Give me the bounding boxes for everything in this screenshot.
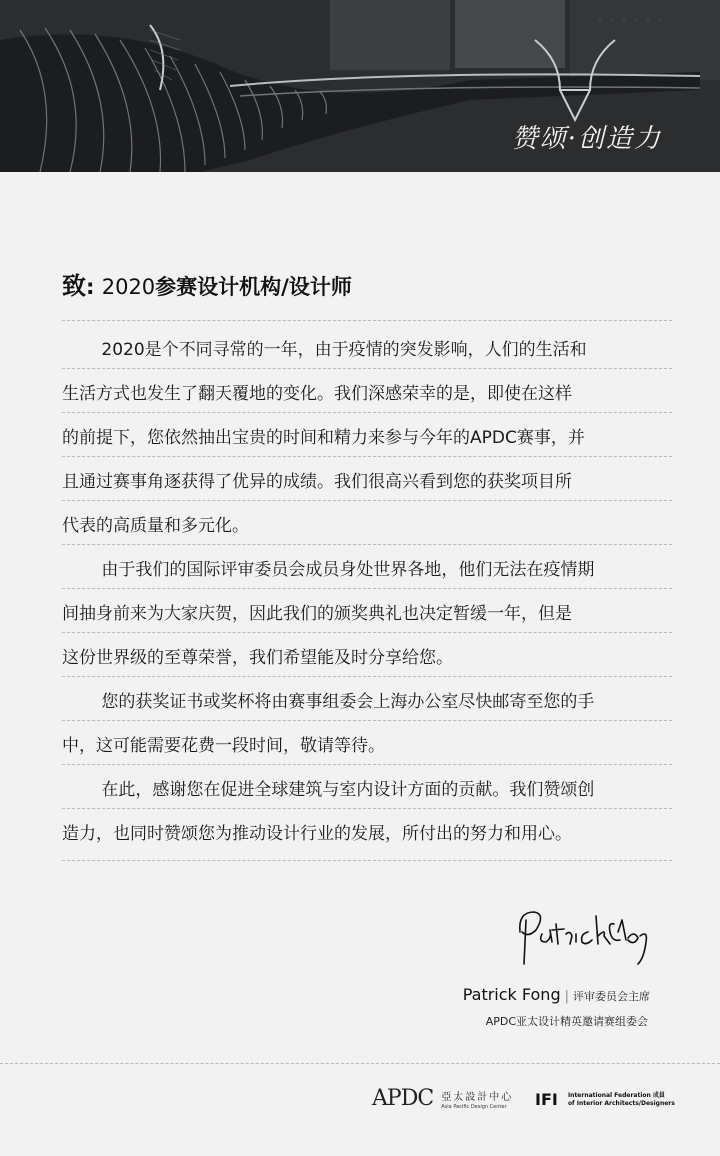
- apdc-logo-mark: APDC: [372, 1086, 434, 1111]
- handwritten-signature: [512, 902, 652, 982]
- divider: [62, 632, 672, 633]
- letter-line: 中，这可能需要花费一段时间，敬请等待。: [62, 736, 385, 756]
- divider: [62, 720, 672, 721]
- signatory-organization: APDC亚太设计精英邀请赛组委会: [485, 1015, 648, 1028]
- salutation-colon: :: [86, 275, 95, 299]
- signatory-separator: |: [564, 989, 569, 1004]
- letter-line: 生活方式也发生了翻天覆地的变化。我们深感荣幸的是，即使在这样: [62, 384, 572, 404]
- divider: [62, 544, 672, 545]
- apdc-logo-chinese: 亞太設計中心: [441, 1092, 514, 1103]
- ifi-logo-mark: IFI: [535, 1090, 558, 1109]
- header-banner: [0, 0, 720, 172]
- letter-line: 且通过赛事角逐获得了优异的成绩。我们很高兴看到您的获奖项目所: [62, 472, 572, 492]
- divider: [62, 676, 672, 677]
- ifi-logo-line2: of Interior Architects/Designers: [567, 1100, 675, 1107]
- divider: [62, 320, 672, 321]
- divider: [62, 456, 672, 457]
- letter-line: 造力，也同时赞颂您为推动设计行业的发展，所付出的努力和用心。: [62, 824, 572, 844]
- letter-line: 间抽身前来为大家庆贺，因此我们的颁奖典礼也决定暂缓一年，但是: [62, 604, 572, 624]
- divider: [62, 860, 672, 861]
- footer-divider: [0, 1063, 720, 1064]
- divider: [62, 808, 672, 809]
- signatory: [463, 985, 650, 1004]
- banner-slogan: 赞颂·创造力: [511, 124, 662, 154]
- signatory-role: 评审委员会主席: [573, 990, 650, 1003]
- divider: [62, 764, 672, 765]
- letter-line: 代表的高质量和多元化。: [62, 516, 249, 536]
- salutation-recipients: 参赛设计机构/设计师: [155, 275, 352, 299]
- salutation-to: 致: [62, 272, 86, 300]
- letter-salutation: [62, 266, 352, 301]
- divider: [62, 500, 672, 501]
- ifi-logo-line1: International Federation 成員: [567, 1092, 665, 1099]
- letter-line: 2020是个不同寻常的一年，由于疫情的突发影响，人们的生活和: [62, 340, 587, 360]
- apdc-logo: [372, 1086, 513, 1111]
- letter-line: 由于我们的国际评审委员会成员身处世界各地，他们无法在疫情期: [62, 560, 595, 580]
- signatory-name: Patrick Fong: [462, 985, 561, 1004]
- letter-line: 在此，感谢您在促进全球建筑与室内设计方面的贡献。我们赞颂创: [62, 780, 595, 800]
- letter-line: 的前提下，您依然抽出宝贵的时间和精力来参与今年的APDC赛事，并: [62, 428, 585, 448]
- ifi-logo: [535, 1090, 675, 1109]
- divider: [62, 368, 672, 369]
- letter-line: 这份世界级的至尊荣誉，我们希望能及时分享给您。: [62, 648, 453, 668]
- apdc-logo-english: Asia Pacific Design Center: [441, 1104, 507, 1110]
- divider: [62, 412, 672, 413]
- salutation-year: 2020: [101, 275, 156, 299]
- divider: [62, 588, 672, 589]
- letter-line: 您的获奖证书或奖杯将由赛事组委会上海办公室尽快邮寄至您的手: [62, 692, 595, 712]
